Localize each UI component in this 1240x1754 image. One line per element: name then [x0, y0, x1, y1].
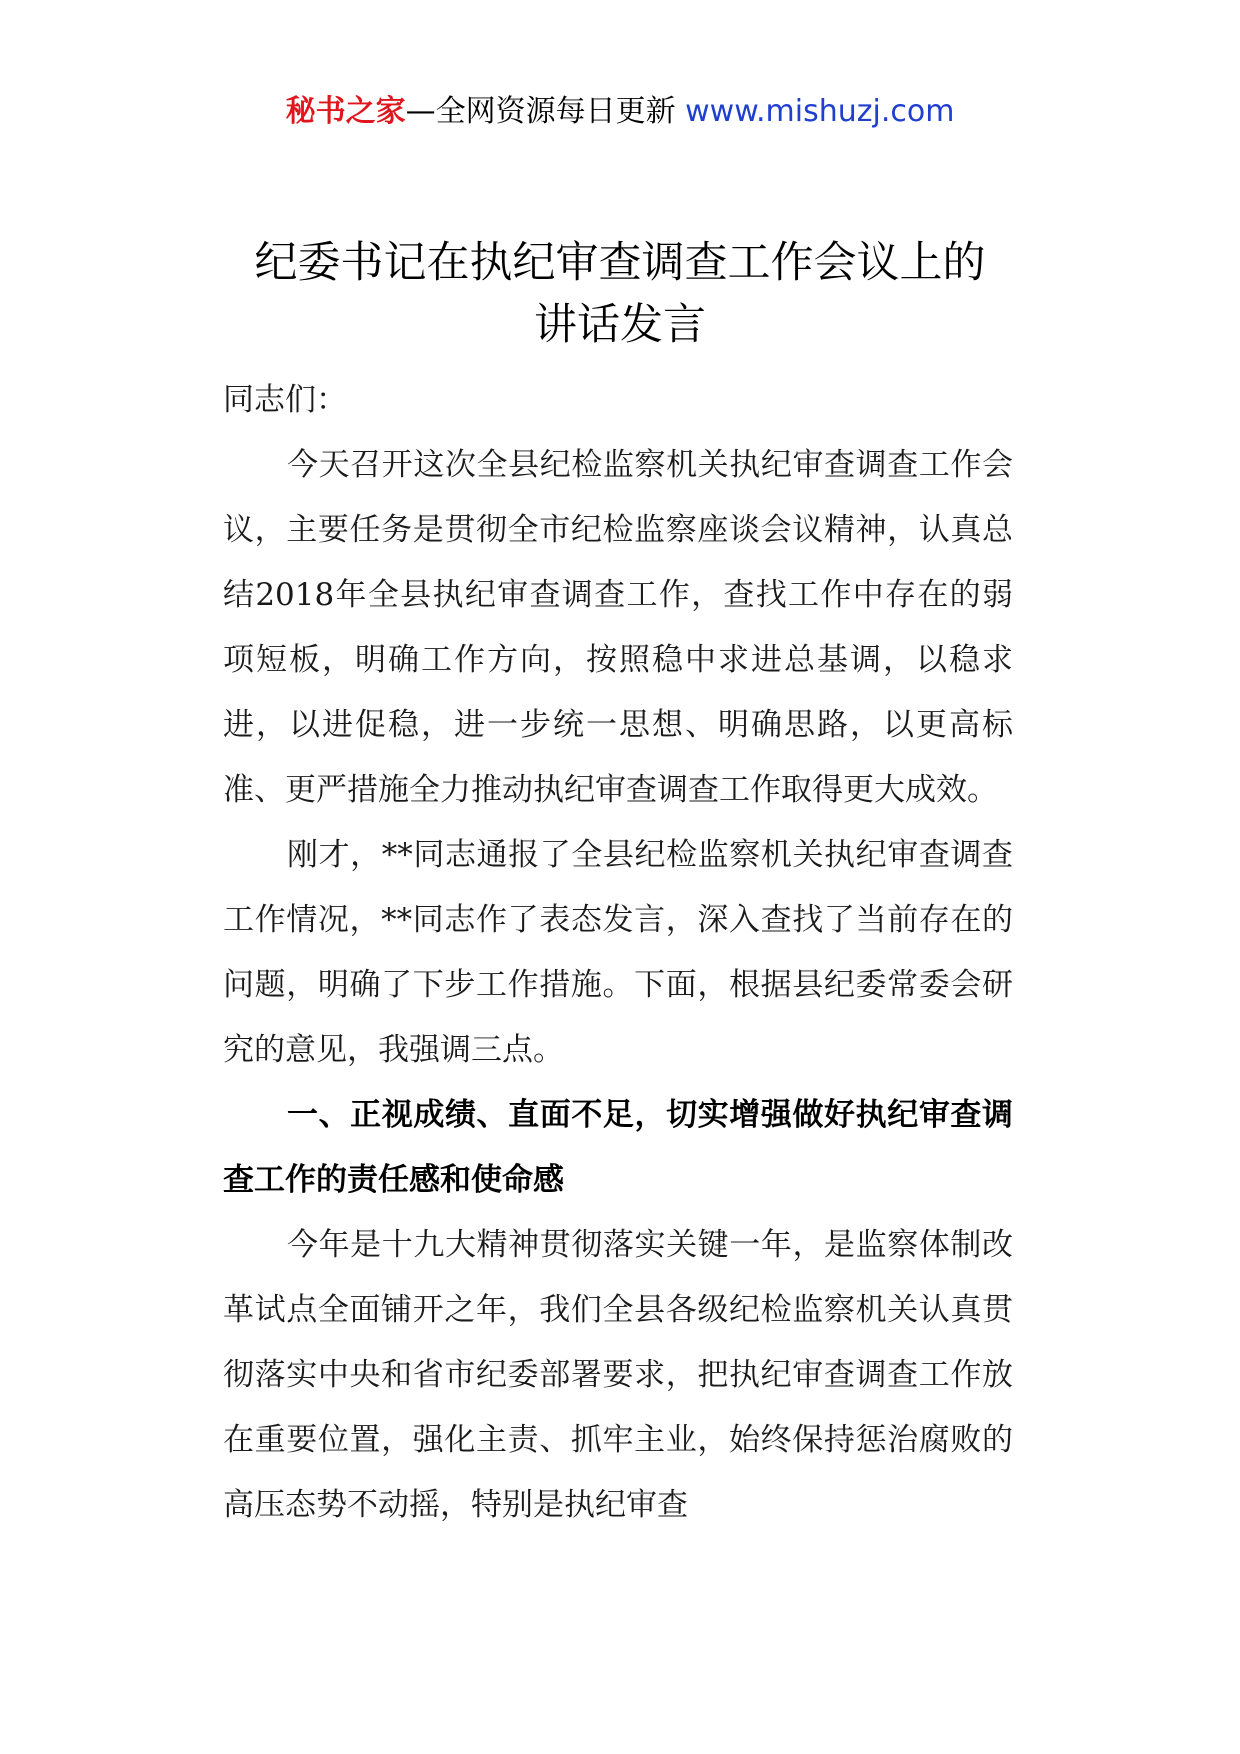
salutation: 同志们： — [223, 382, 347, 418]
document-body — [223, 368, 1013, 1538]
title-line-2: 讲话发言 — [534, 300, 706, 350]
paragraph-2: 刚才，**同志通报了全县纪检监察机关执纪审查调查工作情况，**同志作了表态发言，深入查找了当前存在的问题，明确了下步工作措施。下面，根据县纪委常委会研究的意见，我强调三点。 — [223, 837, 1013, 1068]
brand-name: 秘书之家 — [285, 94, 406, 129]
paragraph-3: 今年是十九大精神贯彻落实关键一年，是监察体制改革试点全面铺开之年，我们全县各级纪检监察机关认真贯彻落实中央和省市纪委部署要求，把执纪审查调查工作放在重要位置，强化主责、抓牢主业，始终保持惩治腐败的高压态势不动摇，特别是执纪审查 — [223, 1227, 1013, 1523]
site-url-link[interactable]: www.mishuzj.com — [685, 94, 955, 129]
title-line-1: 纪委书记在执纪审查调查工作会议上的 — [254, 238, 986, 288]
section-heading-1: 一、正视成绩、直面不足，切实增强做好执纪审查调查工作的责任感和使命感 — [223, 1097, 1013, 1198]
header-tagline: —全网资源每日更新 — [405, 94, 676, 129]
site-header — [0, 92, 1240, 132]
document-title — [200, 232, 1040, 356]
paragraph-1: 今天召开这次全县纪检监察机关执纪审查调查工作会议，主要任务是贯彻全市纪检监察座谈会议精神，认真总结2018年全县执纪审查调查工作，查找工作中存在的弱项短板，明确工作方向，按照稳中求进总基调，以稳求进，以进促稳，进一步统一思想、明确思路，以更高标准、更严措施全力推动执纪审查调查工作取得更大成效。 — [223, 447, 1013, 808]
